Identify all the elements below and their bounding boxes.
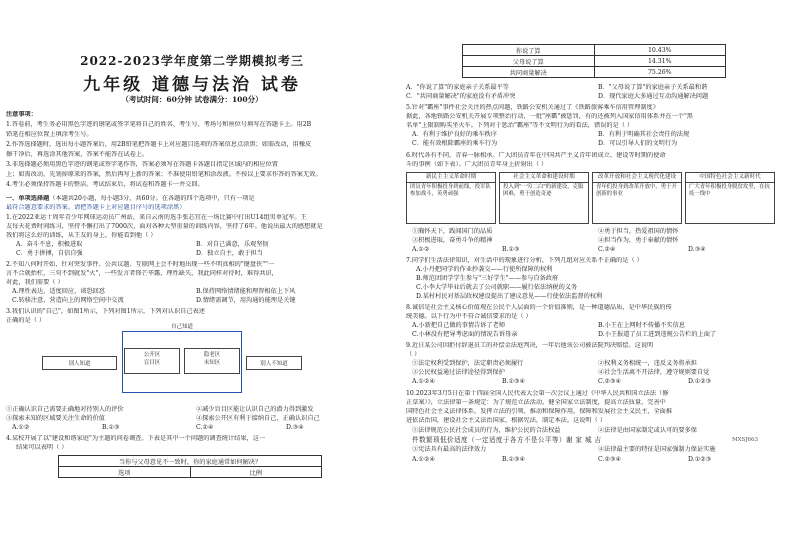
history-cell-body: 投入到"一穷二白"的新建设，克服困难，勇于创造奇迹 (503, 184, 584, 197)
q10-line: 进依法治国，建设社会主义法治国家，根据宪法，制定本法。这说明（ ） (406, 417, 606, 424)
note-line: 铅笔在相应位置上填涂考生号。 (6, 131, 93, 138)
section-instruction: （本题共20小题，每小题3分，共60分。在各题的四个选项中，只有一项是 (49, 195, 255, 202)
q2-option-b[interactable]: B.保持网络情绪能和理智相依上下风 (196, 288, 296, 295)
q3-line: 3.我们认识的"自己"，如图1所示，下列对图1所示，下列对认识自己表述 (6, 308, 205, 315)
q5-line: 5.针对"霸座"事件社会关注的热点问题，铁路公安机关通过了《铁路旅客乘车信用管理制度》 (406, 104, 659, 111)
q6-statement-2: ②勇于担当，热爱祖国的情怀 (598, 228, 679, 235)
q2-line: 言不合就抬杠，三句不到就发"火"，一些发言者锋芒毕露，理性缺失，我此同样对待时，难得共识， (6, 270, 278, 277)
q9-answer-a[interactable]: A.①②④ (412, 378, 436, 385)
q10-statement-4: ④法律最主要的特征是国家强制力保证实施 (598, 446, 716, 453)
history-cell-head: 社会主义革命和建设时期 (500, 173, 588, 183)
q10-statement-2: ②法律是由国家制定或认可的要多保 (598, 427, 697, 434)
table-row (463, 45, 726, 56)
table-title: 当你与父母意见不一致时，你的家庭通常如何解决？ (59, 456, 322, 467)
diagram-right-label: 别人不知道 (260, 361, 288, 367)
q6-history-table (406, 172, 786, 224)
table-row (463, 67, 726, 78)
q10-line: 10.2023年3月5日在第十四届全国人民代表大会第一次会议上通过《中华人民共和国立法法（修 (406, 390, 669, 397)
q4-line: 4.某校开展了以"建设和谐家庭"为主题的问卷调查。下表是其中一个问题的调查统计结果，这一 (6, 435, 266, 442)
q4-option-c[interactable]: C．"共同商量解决"的家庭没有矛盾冲突 (406, 93, 516, 100)
q9-answer-d[interactable]: D.①②③ (688, 378, 712, 385)
q9-line: 9.近日某公司因拒付辞退员工的补偿金法庭判决，一年后他该公司被法院判决赔偿。这说明 (406, 342, 654, 349)
q6-answer-b[interactable]: B.①③ (502, 246, 520, 253)
q9-statement-2: ②权利义务相统一，违反义务将承担 (598, 360, 697, 367)
q2-line: 对此，我们需要（ ） (6, 279, 64, 286)
table-cell: 10.43% (594, 45, 726, 56)
q3-statement-3: ③探索未知的区域要关注生命的价值 (6, 415, 105, 422)
q8-option-d[interactable]: D.小王报道了员工进到违规公告栏的上面了 (598, 331, 717, 338)
q1-line: 友每天花费时间练习，坚持不懈打出了7000次，面对各种大型重量的训练内容，坚持了6年。他说出最大的感想就是 (6, 223, 323, 230)
history-cell-head: 改革开放和社会主义现代化建设 (593, 173, 681, 183)
q7-line: 7.同学们生活法律知识，对生活中的现象进行分析，下列几组对应关系不正确的是（ ） (406, 257, 643, 264)
q6-line: 斗的事例（如下表）。广大团员青年身上折射出（ ） (406, 161, 548, 168)
diagram-top-label: 自己知道 (170, 324, 193, 330)
history-cell-body: 青年们投身到改革开放中，勇于开创新的事业 (596, 184, 677, 197)
q3-answer-d[interactable]: D.③④ (286, 424, 304, 431)
q4-table-right (462, 44, 726, 78)
q6-answer-a[interactable]: A.①② (412, 246, 430, 253)
right-column (402, 0, 787, 550)
q2-option-c[interactable]: C.转移注意，营造向上的网络空间中交流 (12, 297, 124, 304)
q6-statement-3: ③积极进取，奋勇斗争的精神 (412, 237, 493, 244)
q9-statement-4: ④社会生活离不开法律，遵守规则要自觉 (598, 369, 710, 376)
diagram-center-left-label: 公开区 盲目区 (143, 352, 161, 366)
q8-option-c[interactable]: C.小林没有把导考虑面的情况告诉母亲 (412, 331, 518, 338)
history-cell-body: 广大青年积极投身脱贫攻坚，在抗疫一线中 (689, 184, 770, 197)
q10-answer-d[interactable]: D.①②③ (688, 456, 712, 463)
q3-answer-a[interactable]: A.①② (12, 424, 30, 431)
q6-statement-4: ④担当作为，勇于奉献的情怀 (598, 237, 679, 244)
history-cell (592, 172, 682, 224)
table-header: 比例 (190, 467, 322, 478)
q10-answer-c[interactable]: C.②③④ (598, 456, 622, 463)
note-line: 上；如需改动，先划掉原来的答案，然后再写上新的答案；不准使用铅笔和涂改液。不按以上要求作答的答案无效。 (6, 171, 322, 178)
q2-option-a[interactable]: A.理性表达，适度回应，谈恐回怼 (12, 288, 106, 295)
q6-statement-1: ①胸怀天下，践闻国门的品质 (412, 228, 493, 235)
q10-statement-3: ③宪法具有最高的法律效力 (412, 446, 487, 453)
history-cell-head: 新民主主义革命时期 (407, 173, 495, 183)
q10-line: 国特色社会主义法律体系，发挥立法的引领、推动和保障作用，保障和发展社会主义民主，全面推 (406, 408, 673, 415)
q1-option-d[interactable]: D．独立自主，敢于担当 (196, 250, 263, 257)
q5-line: 据此，各地铁路公安机关开展专项整治行动，一批"座霸"被惩罚，有的还被列入国家信用体系并在一个"黑 (406, 113, 693, 120)
diagram-left-label: 别人知道 (68, 361, 91, 367)
q10-statement-1: ①法律规范公民社会成员的行为，维护公民的合法权益 (412, 427, 561, 434)
q4-line-2: 结果可以表明（ ） (16, 444, 68, 451)
q8-line: 统美德。以下行为中不符合诚信要求的是（ ） (406, 313, 532, 320)
q7-option-d[interactable]: D.某村村民对基层政权建设提出了建议意见——行使依法监督的权利 (416, 293, 603, 300)
diagram-center-right-label: 隐老区 未知区 (203, 352, 221, 366)
q5-line: 名单"上限制购买坐火车。下列对于惩治"霸座"等不文明行为的看法，错误的是（ ） (406, 122, 634, 129)
q7-option-b[interactable]: B.师范团团学学生参与"三好学生"——参与自备政府 (416, 275, 559, 282)
q3-statement-1: ①正确认识自己需要正确地对待别人的评价 (6, 406, 124, 413)
q1-line: 我们将这么好的训练，从王友的身上，你能看到他（ ） (6, 232, 157, 239)
q4-option-d[interactable]: D．现代家庭大多通过互动沟通解决问题 (598, 93, 709, 100)
q4-option-a[interactable]: A．"你说了算"的家庭亲子关系最平等 (406, 84, 509, 91)
history-cell-head: 中国特色社会主义新时代 (686, 173, 774, 183)
q5-option-c[interactable]: C．能有效根除霸座的乘车行为 (412, 140, 498, 147)
watermark-stamp: MXSJ663 (732, 437, 759, 443)
q6-answer-d[interactable]: D.③④ (688, 246, 706, 253)
q9-statement-3: ③公民权益通过法律途径得到保护 (412, 369, 505, 376)
q10-statement-2-cont: 件数繁琐低价适度（一定适度于各方不是公平等）谢 家 城 吉 (412, 436, 602, 444)
table-cell: 共同商量解决 (463, 67, 595, 78)
notes-heading: 注意事项： (6, 111, 37, 118)
note-line: 2.作答选择题时，选出每小题答案后，用2B铅笔把答题卡上对应题目选项的答案信息点涂黑；如需改动，用橡皮 (6, 141, 312, 148)
q4-table-left (58, 455, 322, 478)
q9-line: （ ） (406, 351, 421, 358)
q3-line: 正确的是（ ） (6, 317, 46, 324)
history-cell (499, 172, 589, 224)
q6-line: 6.时代各有不同，青春一脉相承。广大团员青年在中国共产主义青年团成立、建设等时期的使命 (406, 152, 666, 159)
section-title: 一、单项选择题 (6, 195, 50, 202)
table-cell: 14.31% (594, 56, 726, 67)
exam-grade-title: 九年级 道德与法治 试卷 (83, 75, 301, 95)
q1-option-c[interactable]: C．勇于拼搏，自信自强 (16, 250, 83, 257)
q9-statement-1: ①法定权利受到保护，法定职责必须履行 (412, 360, 524, 367)
q7-option-c[interactable]: C.小李大学毕业后就去了公司就职——履行依法纳税的义务 (416, 284, 578, 291)
q8-option-a[interactable]: A.小新把自己做的事情告诉了老师 (412, 322, 506, 329)
q9-answer-b[interactable]: B.①③④ (502, 378, 526, 385)
q5-option-b[interactable]: B．有利于明确其社会责任的法规 (598, 131, 690, 138)
table-cell: 父母说了算 (463, 56, 595, 67)
section-heading (6, 195, 384, 204)
q10-answer-a[interactable]: A.①②④ (412, 456, 436, 463)
note-line: 3.非选择题必须用黑色字迹的钢笔或签字笔作答，答案必须写在答题卡各题目指定区域内的相应位置 (6, 161, 278, 168)
exam-year-title: 2022-2023学年度第二学期模拟考三 (80, 54, 304, 68)
q2-option-d[interactable]: D.情绪需调节，用沟通的能理是关键 (196, 297, 296, 304)
history-cell (685, 172, 775, 224)
history-cell (406, 172, 496, 224)
q1-line: 1.在2022亚运十周年青少年网球运动员广州站，来自云南的选手张芯宜在一场比赛中打出U14组男单冠军。王 (6, 214, 307, 221)
q3-statement-4: ④探索公开区有利于接纳自己，正确认识自己 (196, 415, 320, 422)
q6-answer-c[interactable]: C.②④ (598, 246, 616, 253)
q3-answer-c[interactable]: C.②④ (196, 424, 214, 431)
q3-statement-2: ②减少盲目区能让认识自己的潜力得到激发 (196, 406, 314, 413)
note-line: 4.考生必须保持答题卡的整洁。考试结束后，将试卷和答题卡一并交回。 (6, 181, 204, 188)
q7-option-a[interactable]: A.小丹把同学的作业抄袭交——行使所保障的权利 (416, 266, 553, 273)
q8-option-b[interactable]: B.小王在上网时不传播不实信息 (598, 322, 685, 329)
q4-option-b[interactable]: B．"父母说了算"的家庭亲子关系最和谐 (598, 84, 708, 91)
johari-diagram (42, 320, 302, 400)
note-line: 擦干净后，再选涂其他答案，答案不能答在试卷上。 (6, 151, 149, 158)
q1-option-b[interactable]: B．对自己满意，乐观坚韧 (196, 241, 269, 248)
q3-answer-b[interactable]: B.①③ (102, 424, 120, 431)
exam-info: （考试时间：60分钟 试卷满分：100分） (121, 95, 263, 104)
table-row (463, 56, 726, 67)
q10-answer-b[interactable]: B.①③④ (502, 456, 526, 463)
history-cell-body: 团员青年积极投身到前线，投军队参加战斗，英勇顽强 (410, 184, 491, 197)
left-column (2, 0, 387, 550)
q9-answer-c[interactable]: C.②③④ (598, 378, 622, 385)
q10-line: 正草案）》，立法律第一条规定：为了规范立法活动，健全国家立法制度，提高立法质量，完善中 (406, 399, 666, 406)
q2-line: 2.不知八何时开始，针对突发事件、公共议题、互联网上会不时地出现一些不明真相的"键盘侠""一 (6, 261, 275, 268)
table-header: 选项 (59, 467, 191, 478)
note-line: 1.答卷前，考生务必用黑色字迹的钢笔或签字笔将自己的姓名、考生号、考场号和座位号填写在答题卡上。用2B (6, 121, 312, 128)
table-cell: 你说了算 (463, 45, 595, 56)
section-instruction-2: 最符合题意要求的答案。请把答题卡上对应题目序号的选项涂黑） (6, 204, 186, 211)
q5-option-a[interactable]: A．有利于维护良好的乘车秩序 (412, 131, 497, 138)
q1-option-a[interactable]: A．奋斗不息，积极进取 (16, 241, 83, 248)
table-cell: 75.26% (594, 67, 726, 78)
q5-option-d[interactable]: D．可以引导人们的文明行为 (598, 140, 678, 147)
q8-line: 8.诚信是社会主义核心价值观在公民个人层面的一个价值准则，是一种道德品质，是中华民族的传 (406, 304, 672, 311)
